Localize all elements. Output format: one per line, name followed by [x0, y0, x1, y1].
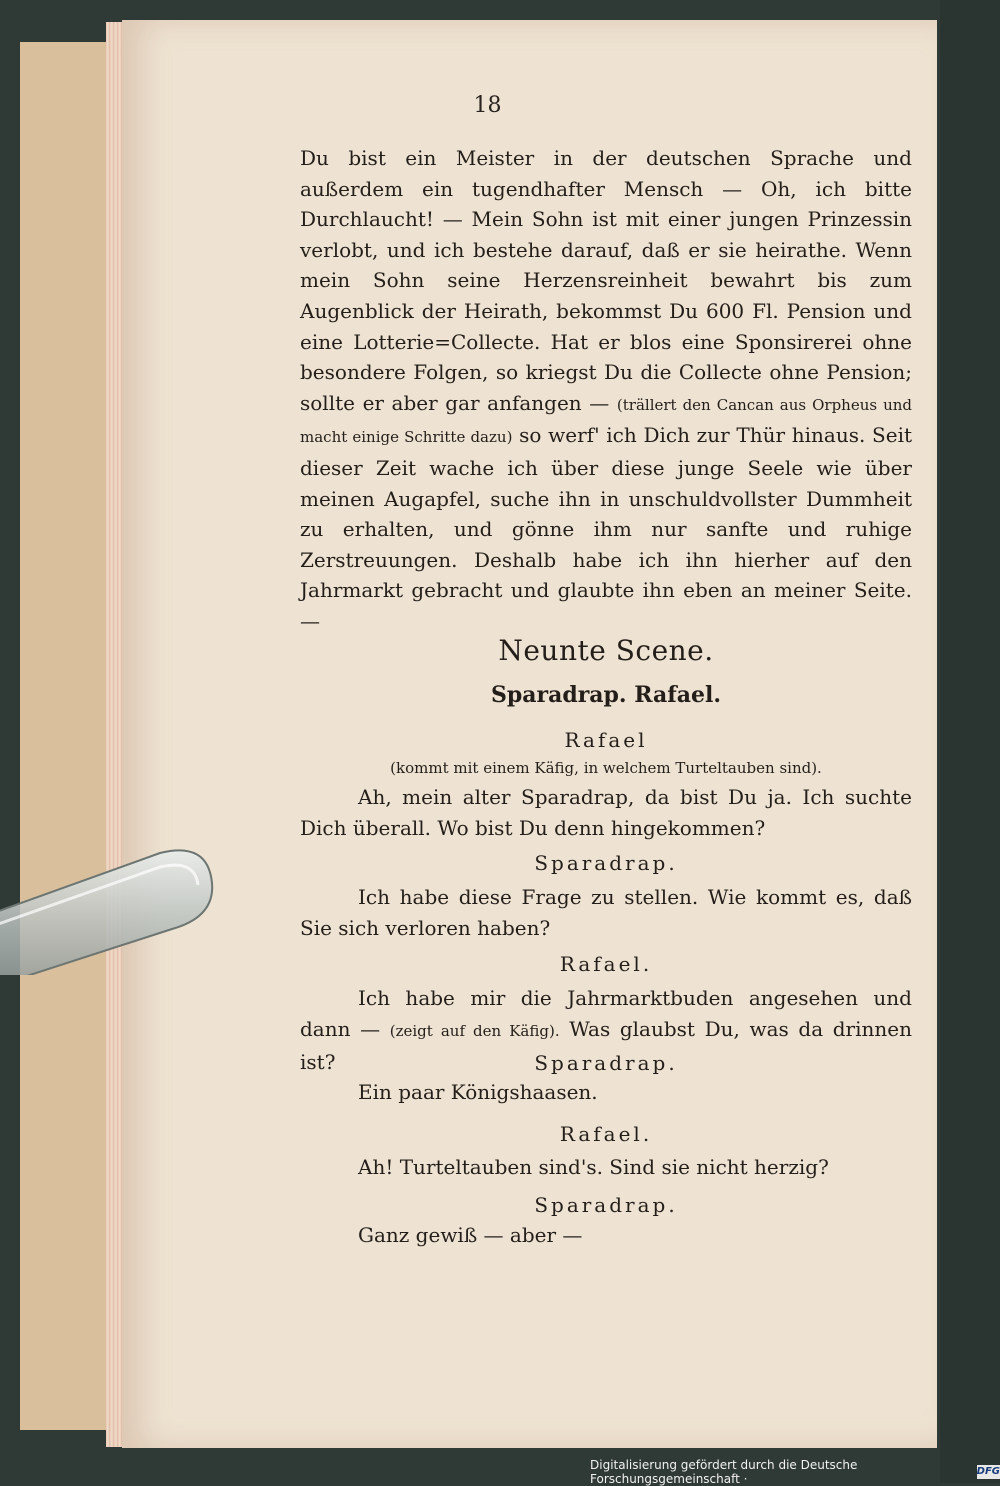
speaker-sparadrap: Sparadrap. [534, 1193, 678, 1217]
speaker-rafael: Rafael. [559, 1122, 653, 1146]
stage-direction: (kommt mit einem Käfig, in welchem Turteltauben sind). [390, 759, 822, 777]
paragraph-text-1: Du bist ein Meister in der deutschen Sprache und außerdem ein tugendhafter Mensch — Oh, ich bitte Durchlaucht! — Mein Sohn ist mit einer jungen Prinzessin verlobt, und ich bestehe darauf, daß er sie heirathe. Wenn mein Sohn seine Herzensreinheit bewahrt bis zum Augenblick der Heirath, bekommst Du 600 Fl. Pension und eine Lotterie=Collecte. Hat er blos eine Sponsirerei ohne besondere Folgen, so kriegst Du die Collecte ohne Pension; sollte er aber gar anfangen — [300, 146, 912, 415]
stage-direction: (zeigt auf den Käfig). [389, 1022, 560, 1040]
speaker-sparadrap: Sparadrap. [534, 851, 678, 875]
dialogue-line: Ah, mein alter Sparadrap, da bist Du ja. Ich suchte Dich überall. Wo bist Du denn hingekommen? [300, 785, 912, 840]
dialogue-text: Was glaubst Du, was da drinnen ist? [300, 1017, 912, 1074]
speaker-rafael: Rafael [564, 728, 648, 752]
dialogue-line: Ganz gewiß — aber — [358, 1223, 583, 1247]
scene-title: Neunte Scene. [498, 634, 714, 667]
scanner-background-right [940, 0, 1000, 1483]
paragraph-text-2: so werf' ich Dich zur Thür hinaus. Seit dieser Zeit wache ich über diese junge Seele wie über meinen Augapfel, suche ihn in unschuldvollster Dummheit zu erhalten, und gönne ihm nur sanfte und ruhige Zerstreuungen. Deshalb habe ich ihn hierher auf den Jahrmarkt gebracht und glaubte ihn eben an meiner Seite. — [300, 423, 912, 633]
digitization-footer [590, 1457, 1000, 1486]
dialogue-text: Ich habe mir die Jahrmarktbuden angesehen und dann — [300, 986, 912, 1041]
scanner-page-holder [0, 845, 220, 975]
dfg-logo-icon: DFG [976, 1466, 1000, 1477]
speaker-rafael: Rafael. [559, 952, 653, 976]
dialogue-line: Ah! Turteltauben sind's. Sind sie nicht herzig? [358, 1155, 829, 1179]
body-paragraph [300, 143, 912, 637]
dialogue-line: Ich habe diese Frage zu stellen. Wie kommt es, daß Sie sich verloren haben? [300, 885, 912, 940]
dialogue-line: Ein paar Königshaasen. [358, 1080, 598, 1104]
footer-text: Digitalisierung gefördert durch die Deutsche Forschungsgemeinschaft · [590, 1457, 858, 1486]
page-number: 18 [473, 93, 502, 118]
speaker-sparadrap: Sparadrap. [534, 1051, 678, 1075]
stage-direction: (trällert den Cancan aus Orpheus und macht einige Schritte dazu) [300, 395, 913, 447]
scene-cast: Sparadrap. Rafael. [490, 682, 722, 708]
